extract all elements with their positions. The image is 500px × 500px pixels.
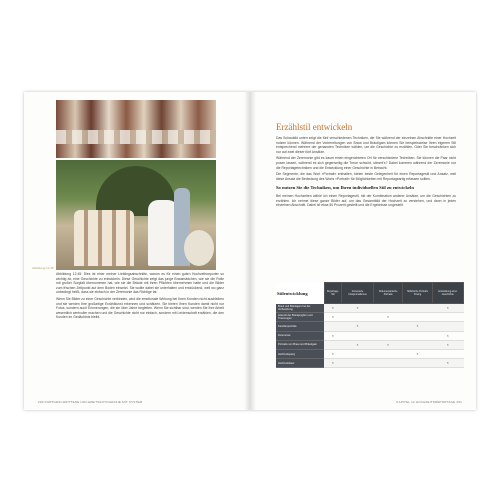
table-row: [276, 340, 464, 349]
check-mark: ×: [331, 333, 334, 338]
caption-tag: Abbildung 12.45: [32, 266, 54, 270]
right-page: [250, 92, 476, 410]
row-label: Hochzeitsfeier: [276, 359, 324, 368]
row-label: Familienporträts: [276, 322, 324, 331]
check-mark: ×: [331, 361, 334, 366]
check-mark: ×: [416, 324, 419, 329]
table-cell: [403, 359, 432, 368]
right-paragraph: Das Schaubild unten zeigt die fünf verschiedenen Techniken, die Sie während der einzelnen Abschnitte einer Hochzeit nutzen können. Während der Vorbereitungen von Braut und Bräutigam können Sie beispielsweise Ihren eigenen Stil entsprechend mehrere der genannten Techniken wählen, um die Geschichte zu erzählen. Oder Sie beschränken sich nur auf zwei dieser fünf Ansätze.: [276, 136, 456, 154]
table-cell: [342, 313, 374, 322]
table-column-header: Dokumentarische Portraits: [373, 283, 403, 304]
right-paragraph: Bei meinen Hochzeiten wähle ich einen Reportagestil, mit der Kombination anderer Ansätze, um die Geschichten zu erzählen. Ich nehme diese ganze Bilder auf, um das Gesamtbild der Hochzeit zu verstehen, und dann in jeden einzelnen Abschnitt. Dabei ist etwa 50 Prozent gestellt und die Ergebnisse ungestellt.: [276, 193, 456, 208]
row-label: Portraits von Braut und Bräutigam: [276, 340, 324, 349]
table-cell: [403, 340, 432, 349]
table-row: [276, 304, 464, 313]
row-label: Braut und Bräutigam bei der Vorbereitung: [276, 304, 324, 313]
table-row: [276, 313, 464, 322]
book-gutter: [244, 92, 256, 410]
subhead: So nutzen Sie die Techniken, um Ihren individuellen Stil zu entwickeln: [276, 185, 414, 191]
table-cell: [403, 349, 432, 358]
table-cell: [403, 313, 432, 322]
check-mark: ×: [356, 324, 359, 329]
check-mark: ×: [416, 352, 419, 357]
check-mark: ×: [446, 342, 449, 347]
table-cell: [342, 349, 374, 358]
table-cell: [324, 322, 342, 331]
table-cell: [324, 331, 342, 340]
table-cell: [342, 304, 374, 313]
check-mark: ×: [446, 361, 449, 366]
table-column-header: Entwicklung einer Geschichte: [432, 283, 463, 304]
table-cell: [373, 349, 403, 358]
left-paragraph: Abbildung 12.45: Dies ist einer meiner Lieblingsabschnitte, warum es für einen guten Hochzeitsreporter so wichtig ist, eine Geschichte zu entwickeln. Diese Geschichte zeigt das junge Brautmädchen, wie sie die Rolle mit großer Sorgfalt übernommen hat, wie sie die Bräute mit ihren Pflichten übernehmen hatte und die Bilder zum frischen Zeitpunkt auf dem Boden einsetzt. Sie wollte dabei sie unterhalten und entzückend, weil wo ganz unbedingt heißt, dass sie einfach in der Zeremonie das Richtige tat.: [56, 272, 224, 295]
row-label: Ankunft der Brautjungfern und Trauzeugen: [276, 313, 324, 322]
right-footer: KAPITEL 12 HOCHZEITSREPORTAGE 291: [396, 400, 462, 404]
table-column-header: Reportage-Stil: [324, 283, 342, 304]
table-cell: [432, 304, 463, 313]
table-row: [276, 331, 464, 340]
table-title: Stilentwicklung: [276, 283, 324, 304]
table-cell: [403, 331, 432, 340]
table-cell: [373, 304, 403, 313]
left-page: [24, 92, 250, 410]
table-column-header: Inszenierte Fotojournalismus: [342, 283, 374, 304]
check-mark: ×: [387, 342, 390, 347]
table-cell: [373, 322, 403, 331]
left-footer: 290 FORTGESCHRITTENE HOCHZEITSFOTOGRAFIE MIT SYSTEM: [38, 400, 143, 404]
table-cell: [342, 322, 374, 331]
table-cell: [432, 331, 463, 340]
table-cell: [373, 331, 403, 340]
table-cell: [324, 349, 342, 358]
table-cell: [342, 359, 374, 368]
check-mark: ×: [331, 306, 334, 311]
check-mark: ×: [446, 306, 449, 311]
table-row: [276, 359, 464, 368]
table-cell: [342, 331, 374, 340]
check-mark: ×: [446, 333, 449, 338]
table-cell: [432, 359, 463, 368]
table-cell: [432, 313, 463, 322]
left-paragraph: Wenn Sie Bilder zu einer Geschichte verbinden, wird die emotionale Wirkung bei Ihren Kunden nicht ausbleiben und sie werden Ihre großartige Erzählkunst erkennen und schätzen. Sie bieten Ihren Kunden damit nicht nur Fotos, sondern auch Erinnerungen, die sie über Jahre begleiten. Wenn Sie sichtbar sind, werden Sie Ihre Arbeit wesentlich wertvoller machen und die Geschichte nicht nur einfach, sondern mit Leidenschaft erzählen, die den Kunden im Gedächtnis bleibt.: [56, 296, 224, 320]
section-title: Erzählstil entwickeln: [276, 122, 353, 132]
table-column-header: Stilistische Portraits Posing: [403, 283, 432, 304]
left-body-text: [56, 272, 224, 322]
table-cell: [403, 322, 432, 331]
right-paragraph: Die Segmente, die das Wort »Portrait« enthalten, bieten beste Gelegenheit für einen Reportagestil und Ansatz, weil diese Ansatz die Bedeutung des Worts »Portrait« für Möglichkeiten mit Reportageartig erfassen sollten.: [276, 172, 456, 181]
table-cell: [373, 313, 403, 322]
table-cell: [324, 304, 342, 313]
row-label: Zeremonie: [276, 331, 324, 340]
table-cell: [432, 322, 463, 331]
style-table: [276, 282, 464, 368]
table-cell: [324, 340, 342, 349]
bridesmaids-photo: [56, 100, 216, 158]
wedding-couple-photo: [56, 160, 216, 270]
right-body-text: [276, 122, 456, 210]
table-row: [276, 322, 464, 331]
table-cell: [324, 313, 342, 322]
table-cell: [373, 359, 403, 368]
check-mark: ×: [331, 352, 334, 357]
right-paragraph: Während der Zeremonie gibt es kaum einen eingerichteten Ort für verschiedene Techniken. Sie können die Paar nicht posen lassen, während es sich gegenseitig die Treue schwört, stimmt's? Dabei kommen während der Zeremonie nur die Reportagetechniken und die Entwicklung einer Geschichte in Betracht.: [276, 156, 456, 170]
table-row: [276, 349, 464, 358]
check-mark: ×: [356, 342, 359, 347]
table-cell: [342, 340, 374, 349]
check-mark: ×: [356, 306, 359, 311]
book-spread: [24, 92, 476, 410]
table-cell: [373, 340, 403, 349]
table-cell: [324, 359, 342, 368]
row-label: Hochzeitsparty: [276, 349, 324, 358]
table-cell: [432, 349, 463, 358]
table-cell: [432, 340, 463, 349]
check-mark: ×: [387, 315, 390, 320]
check-mark: ×: [331, 315, 334, 320]
table-cell: [403, 304, 432, 313]
